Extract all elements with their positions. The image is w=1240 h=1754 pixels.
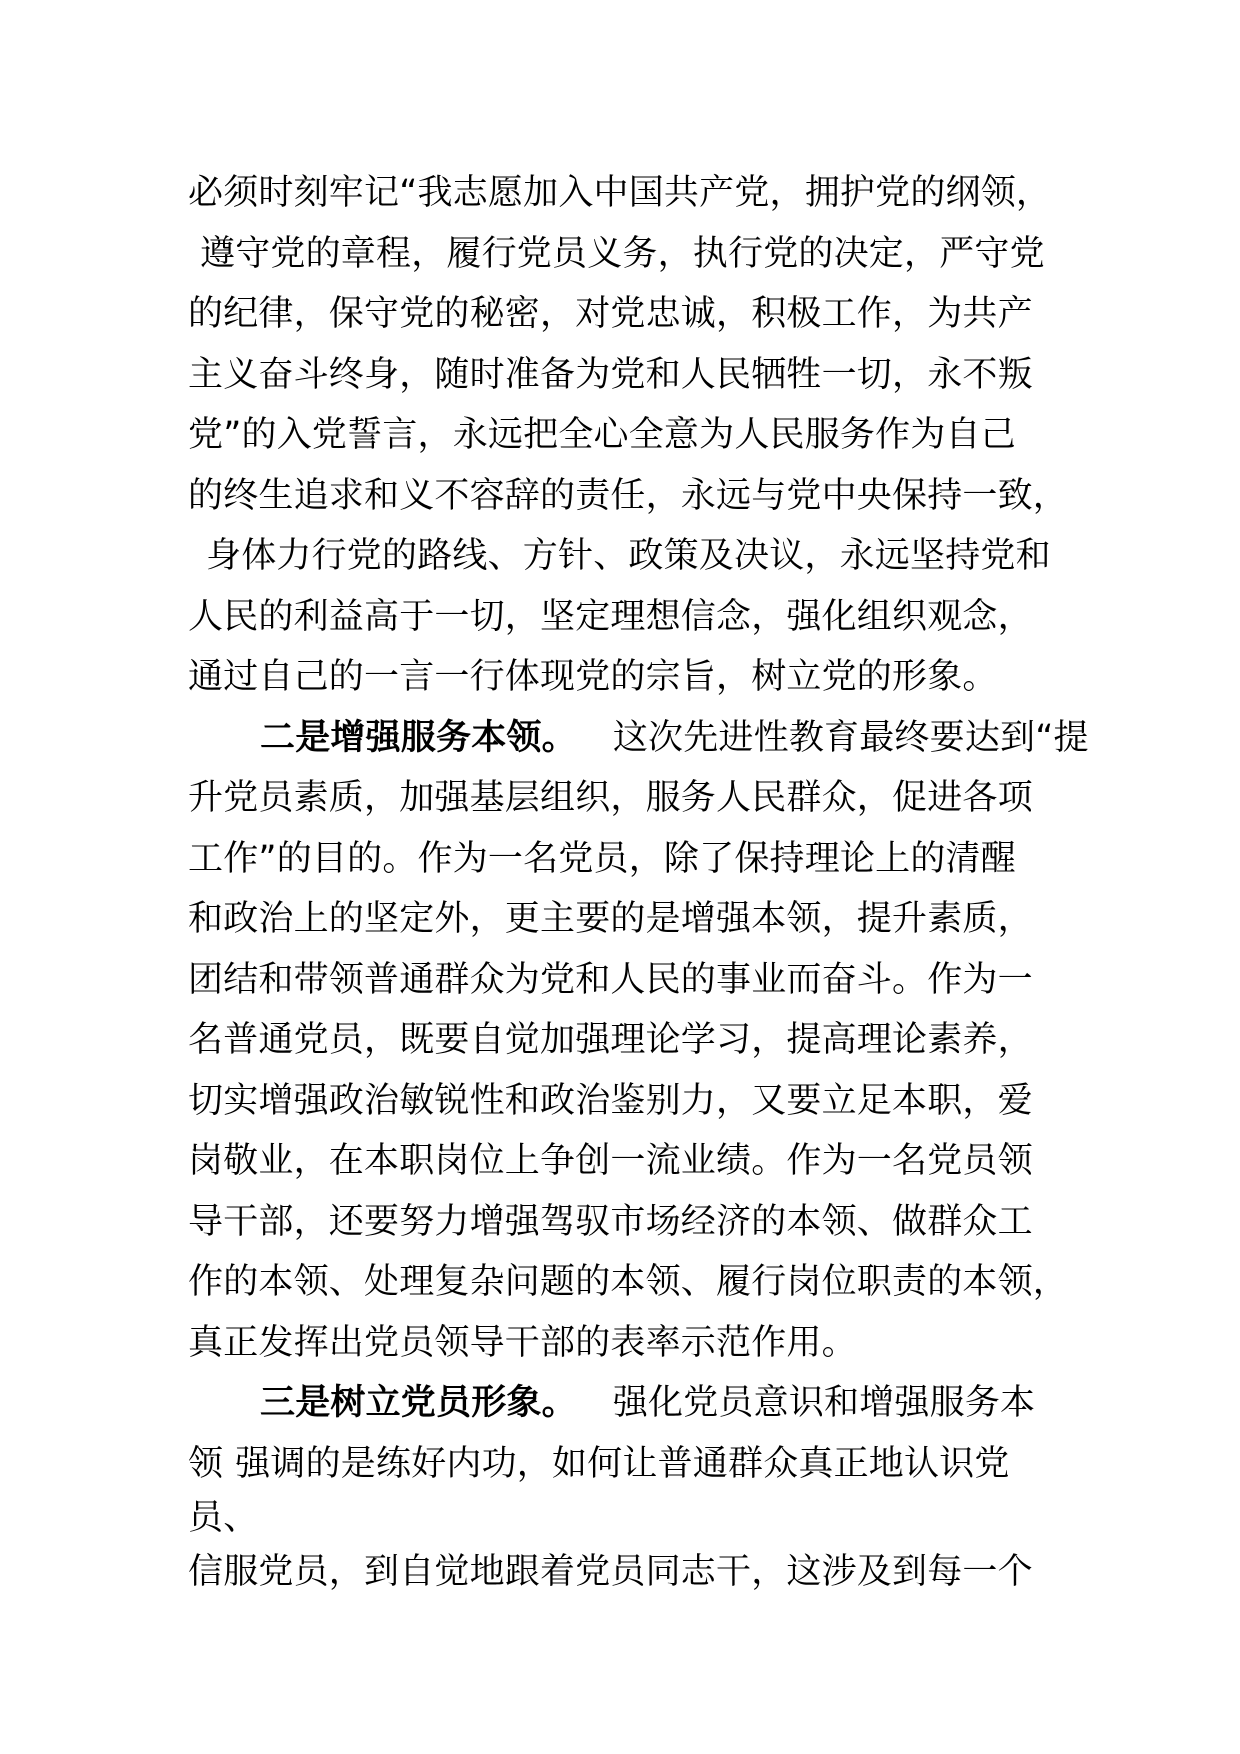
paragraph-1 bbox=[188, 163, 1088, 708]
text-line: 人民的利益高于一切，坚定理想信念，强化组织观念， bbox=[188, 596, 1033, 637]
text-line: 的终生追求和义不容辞的责任，永远与党中央保持一致， bbox=[188, 475, 1069, 516]
text-line: 团结和带领普通群众为党和人民的事业而奋斗。作为一 bbox=[188, 959, 1033, 1000]
text-line bbox=[188, 1434, 1088, 1495]
text-line: 真正发挥出党员领导干部的表率示范作用。 bbox=[188, 1322, 857, 1363]
text-line: 党”的入党誓言，永远把全心全意为人民服务作为自己 bbox=[188, 415, 1016, 455]
text-line: 升党员素质，加强基层组织，服务人民群众，促进各项 bbox=[188, 778, 1033, 818]
paragraph-first-line bbox=[188, 1373, 1088, 1434]
body-text bbox=[188, 163, 1088, 1603]
text-line: 通过自己的一言一行体现党的宗旨，树立党的形象。 bbox=[188, 657, 998, 697]
section-heading: 二是增强服务本领。 bbox=[260, 717, 577, 758]
text-line: 身体力行党的路线、方针、政策及决议，永远坚持党和 bbox=[206, 536, 1051, 576]
text-line: 员、 bbox=[188, 1498, 259, 1538]
text-run: 强调的是练好内功，如何让普通群众真正地认识党 bbox=[235, 1443, 1010, 1484]
text-line: 的纪律，保守党的秘密，对党忠诚，积极工作，为共产 bbox=[188, 294, 1033, 334]
text-run: 强化党员意识和增强服务本 bbox=[612, 1383, 1036, 1423]
section-heading: 三是树立党员形象。 bbox=[260, 1383, 577, 1423]
paragraph-first-line bbox=[188, 708, 1088, 769]
paragraph-3 bbox=[188, 1373, 1088, 1603]
text-line: 导干部，还要努力增强驾驭市场经济的本领、做群众工 bbox=[188, 1201, 1033, 1242]
text-line: 岗敬业，在本职岗位上争创一流业绩。作为一名党员领 bbox=[188, 1141, 1033, 1181]
text-line: 信服党员，到自觉地跟着党员同志干，这涉及到每一个 bbox=[188, 1552, 1033, 1592]
text-line: 切实增强政治敏锐性和政治鉴别力，又要立足本职，爱 bbox=[188, 1080, 1033, 1121]
text-line: 主义奋斗终身，随时准备为党和人民牺牲一切，永不叛 bbox=[188, 354, 1033, 395]
text-run: 领 bbox=[188, 1443, 224, 1484]
text-line: 工作”的目的。作为一名党员，除了保持理论上的清醒 bbox=[188, 838, 1016, 879]
text-line: 作的本领、处理复杂问题的本领、履行岗位职责的本领， bbox=[188, 1262, 1069, 1302]
paragraph-2 bbox=[188, 708, 1088, 1374]
text-line: 和政治上的坚定外，更主要的是增强本领，提升素质， bbox=[188, 899, 1033, 939]
text-run: 这次先进性教育最终要达到“提 bbox=[612, 717, 1089, 758]
text-line: 遵守党的章程，履行党员义务，执行党的决定，严守党 bbox=[200, 233, 1045, 274]
text-line: 必须时刻牢记“我志愿加入中国共产党，拥护党的纲领， bbox=[188, 173, 1052, 213]
text-line: 名普通党员，既要自觉加强理论学习，提高理论素养， bbox=[188, 1020, 1033, 1060]
